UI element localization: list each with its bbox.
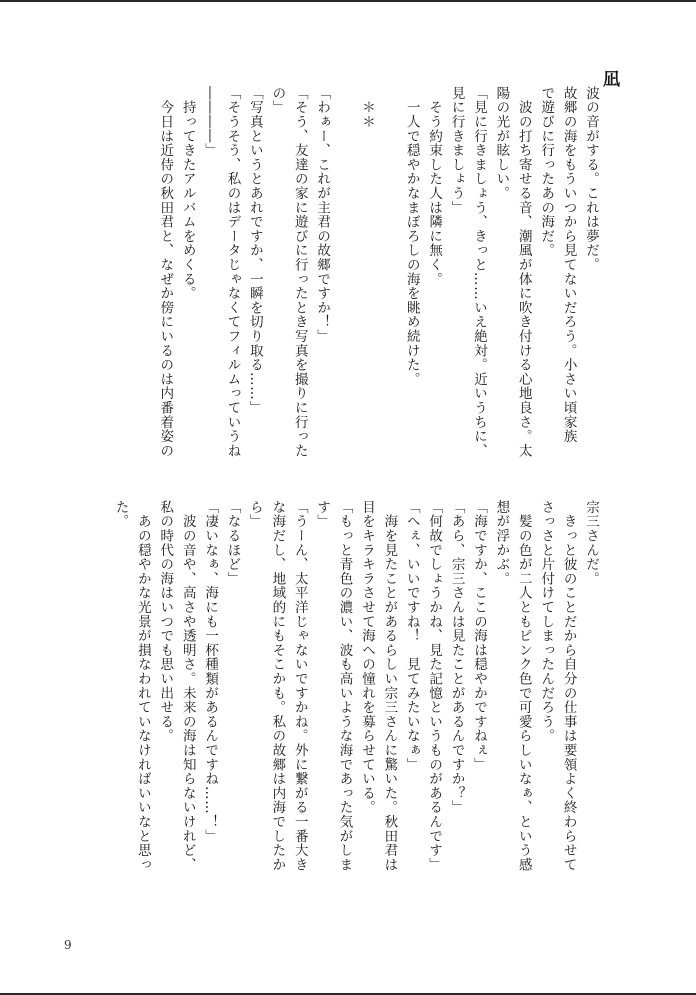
text-line: 目をキラキラさせて海への憧れを募らせている。 bbox=[358, 500, 375, 815]
upper-text-block bbox=[102, 86, 602, 476]
text-line: 宗三さんだ。 bbox=[583, 500, 599, 586]
text-line: 「見に行きましょう、きっと……いえ絶対。近いうちに、 bbox=[470, 86, 487, 458]
text-line: 「そうそう、私のはデータじゃなくてフィルムっていうね bbox=[224, 86, 241, 458]
text-line: で遊びに行ったあの海だ。 bbox=[538, 86, 555, 258]
text-line: 「うーん、太平洋じゃないですかね。外に繋がる一番大き bbox=[291, 500, 308, 872]
text-line: 髪の色が二人ともピンク色で可愛らしいなぁ、という感 bbox=[515, 500, 532, 872]
text-line: 陽の光が眩しい。 bbox=[493, 86, 510, 201]
text-line: 波の音や、高さや透明さ。未来の海は知らないけれど、 bbox=[179, 500, 196, 872]
text-line: 私の時代の海はいつでも思い出せる。 bbox=[157, 500, 174, 744]
text-line: 「そう、友達の家に遊びに行ったとき写真を撮りに行った bbox=[291, 86, 308, 458]
text-line: 「何故でしょうかね、見た記憶というものがあるんです」 bbox=[426, 500, 443, 872]
text-line: た。 bbox=[112, 500, 129, 529]
text-line: 「海ですか、ここの海は穏やかですねぇ」 bbox=[470, 500, 487, 772]
blank-line bbox=[378, 86, 400, 476]
text-line: 今日は近侍の秋田君と、なぜか傍にいるのは内番着姿の bbox=[157, 86, 174, 458]
text-line: 波の音がする。これは夢だ。 bbox=[583, 86, 599, 272]
text-line: 「なるほど」 bbox=[224, 500, 241, 586]
text-line: ら」 bbox=[246, 500, 263, 529]
scene-break: ＊＊ bbox=[358, 86, 375, 129]
text-line: の」 bbox=[269, 86, 286, 115]
text-line: 「へぇ、いいですね！ 見てみたいなぁ」 bbox=[403, 500, 420, 772]
text-line: きっと彼のことだから自分の仕事は要領よく終わらせて bbox=[560, 500, 577, 872]
text-line: 海を見たことがあるらしい宗三さんに驚いた。秋田君は bbox=[381, 500, 398, 872]
text-line: あの穏やかな光景が損なわれていなければいいなと思っ bbox=[134, 500, 151, 872]
text-line: な海だし、地域的にもそこかも。私の故郷は内海でしたか bbox=[269, 500, 286, 872]
text-line: 持ってきたアルバムをめくる。 bbox=[179, 86, 196, 301]
text-line: さっさと片付けてしまったんだろう。 bbox=[538, 500, 555, 744]
text-line: 波の打ち寄せる音、潮風が体に吹き付ける心地良さ。太 bbox=[515, 86, 532, 458]
text-line: ――――」 bbox=[202, 86, 219, 158]
text-line: 想が浮かぶ。 bbox=[493, 500, 510, 586]
text-line: 「あら、宗三さんは見たことがあるんですか？」 bbox=[448, 500, 465, 815]
text-line: 一人で穏やかなまぼろしの海を眺め続けた。 bbox=[403, 86, 420, 387]
text-line: 「凄いなぁ、海にも一杯種類があるんですね……！」 bbox=[202, 500, 219, 844]
text-line: 見に行きましょう」 bbox=[448, 86, 465, 215]
text-line: 「写真というとあれですか、一瞬を切り取る……」 bbox=[246, 86, 263, 415]
page-title: 凪 bbox=[599, 70, 619, 88]
text-line: 「わぁー、これが主君の故郷ですか！」 bbox=[314, 86, 331, 344]
page-frame-top-rule bbox=[0, 0, 696, 2]
text-line: す」 bbox=[314, 500, 331, 529]
blank-line bbox=[333, 86, 355, 476]
text-line: そう約束した人は隣に無く。 bbox=[426, 86, 443, 287]
page-number: 9 bbox=[64, 938, 72, 952]
lower-text-block bbox=[102, 500, 602, 890]
text-line: 「もっと青色の濃い、波も高いような海であった気がしま bbox=[336, 500, 353, 872]
text-line: 故郷の海をもういつから見てないだろう。小さい頃家族 bbox=[560, 86, 577, 444]
